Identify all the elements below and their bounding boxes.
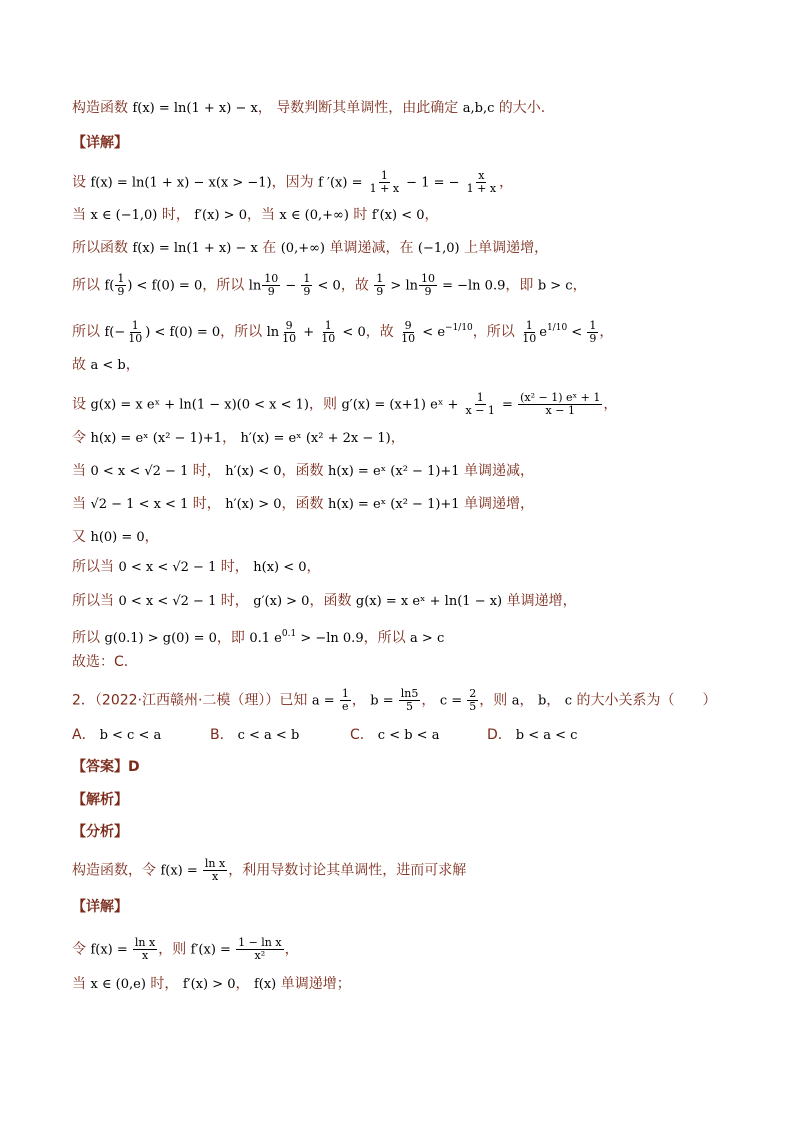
fraction-numerator: 1 xyxy=(380,169,388,182)
text-run: 令 xyxy=(72,430,91,446)
fraction-numerator: ln x xyxy=(134,936,156,949)
text-run: 单调递增， xyxy=(459,496,535,512)
text-run: ， xyxy=(421,692,440,709)
math-expression: (0,+∞) xyxy=(280,241,326,256)
text-run: ， xyxy=(599,324,614,340)
text-line xyxy=(72,273,732,298)
math-superscript: −1/10 xyxy=(445,323,473,333)
math-expression: a < b xyxy=(90,358,126,373)
math-expression: = xyxy=(497,397,518,413)
choice-option xyxy=(72,725,161,746)
math-expression: f′(x) > 0 xyxy=(182,977,236,992)
math-fraction xyxy=(368,170,401,195)
fraction-denominator: 10 xyxy=(321,331,336,345)
text-run: 【详解】 xyxy=(72,135,128,151)
math-expression: h(x) = eˣ (x² − 1)+1 xyxy=(327,464,460,479)
fraction-denominator: 10 xyxy=(128,331,143,345)
text-run: ，因为 xyxy=(271,174,319,191)
math-expression: 0 < x < √2 − 1 xyxy=(118,560,217,575)
math-expression: h(x) = eˣ (x² − 1)+1 xyxy=(327,497,460,512)
math-expression: f ′(x) = xyxy=(318,175,367,191)
math-expression: g′(x) = (x+1) eˣ + xyxy=(341,397,463,413)
choice-option xyxy=(487,725,577,746)
fraction-numerator: (x² − 1) eˣ + 1 xyxy=(520,391,601,404)
text-line xyxy=(72,170,732,195)
math-expression: h(x) < 0 xyxy=(253,560,307,575)
text-run: ，则 xyxy=(309,396,342,413)
math-expression: f(x) = ln(1 + x) − x(x > −1) xyxy=(90,175,272,191)
math-expression: x ∈ (0,+∞) xyxy=(279,208,349,223)
math-expression: g′(x) > 0 xyxy=(253,594,310,609)
math-expression: h′(x) < 0 xyxy=(225,464,282,479)
fraction-numerator: 1 xyxy=(525,318,533,332)
fraction-denominator: 1 + x xyxy=(466,182,497,195)
fraction-denominator: 9 xyxy=(376,285,384,298)
math-expression: 0 < x < √2 − 1 xyxy=(90,464,189,479)
math-expression: a = xyxy=(311,693,339,709)
text-run: ，所以 xyxy=(363,630,411,646)
text-run: ，即 xyxy=(505,277,538,294)
text-run: ， xyxy=(351,692,371,709)
text-run: ，函数 xyxy=(281,496,328,512)
text-run: ， xyxy=(306,559,321,575)
fraction-numerator: x xyxy=(478,169,485,182)
fraction-denominator: 9 xyxy=(117,285,125,298)
text-line xyxy=(72,494,732,515)
text-line xyxy=(72,790,732,810)
math-expression: √2 − 1 < x < 1 xyxy=(90,497,189,512)
text-line xyxy=(72,757,732,777)
text-run: 令 xyxy=(72,941,91,958)
math-expression: h′(x) = eˣ (x² + 2x − 1) xyxy=(240,431,391,446)
text-run: 单调递增； xyxy=(276,976,351,992)
math-expression: 0 < x < √2 − 1 xyxy=(118,594,217,609)
text-line xyxy=(72,591,732,612)
math-expression: b > c xyxy=(537,278,573,294)
text-run: ，则 xyxy=(158,941,191,958)
text-line xyxy=(72,428,732,449)
math-expression: > ln xyxy=(386,278,418,294)
math-expression: ln xyxy=(248,278,262,294)
math-expression: a > c xyxy=(410,631,445,646)
math-expression: g(x) = x eˣ + ln(1 − x) xyxy=(355,594,503,609)
text-run: 【解析】 xyxy=(72,792,128,808)
text-run: 故 xyxy=(72,357,91,373)
text-run: ，故 xyxy=(340,277,374,294)
text-run: 时， xyxy=(145,976,183,992)
choice-label: D． xyxy=(487,727,512,743)
fraction-denominator: 1 + x xyxy=(369,182,400,195)
fraction-denominator: 10 xyxy=(401,331,416,345)
math-fraction xyxy=(203,858,227,883)
text-run: 单调递增， xyxy=(502,593,577,609)
fraction-denominator: x² xyxy=(254,949,266,962)
fraction-denominator: 9 xyxy=(589,331,597,345)
text-line xyxy=(72,318,732,345)
math-fraction xyxy=(280,320,298,345)
math-expression: f(− xyxy=(104,325,126,340)
text-run: 时， xyxy=(157,207,195,223)
fraction-numerator: 1 xyxy=(376,272,384,285)
text-run: ， xyxy=(390,430,405,446)
math-expression: b xyxy=(537,693,547,709)
text-run: ，所以 xyxy=(472,324,520,340)
math-expression: b = xyxy=(370,693,398,709)
text-line xyxy=(72,205,732,226)
fraction-numerator: 1 xyxy=(589,318,597,332)
text-run: 的大小关系为（ ） xyxy=(572,692,717,709)
text-run: 当 xyxy=(72,496,91,512)
math-expression: f( xyxy=(104,278,115,294)
text-line xyxy=(72,897,732,917)
text-run: 构造函数，令 xyxy=(72,862,161,879)
math-expression: f(x) = xyxy=(160,863,202,879)
choice-label: A． xyxy=(72,727,96,743)
math-fraction xyxy=(319,320,337,345)
math-expression: + xyxy=(299,325,319,340)
math-expression: − xyxy=(281,278,301,294)
text-run: 2．（2022·江西赣州·二模（理））已知 xyxy=(72,692,312,709)
fraction-numerator: 1 xyxy=(303,272,311,285)
text-run: ，当 xyxy=(246,207,280,223)
text-line xyxy=(72,557,732,578)
math-expression: f(x) xyxy=(253,977,277,992)
choice-expression: c < b < a xyxy=(377,728,440,743)
fraction-denominator: 9 xyxy=(267,285,275,298)
text-run: ，利用导数讨论其单调性，进而可求解 xyxy=(228,862,467,879)
fraction-numerator: 1 xyxy=(117,272,125,285)
math-expression: > −ln 0.9 xyxy=(296,631,364,646)
text-run: ， xyxy=(499,174,514,191)
math-expression: h(x) = eˣ (x² − 1)+1 xyxy=(90,431,223,446)
fraction-denominator: 9 xyxy=(424,285,432,298)
math-expression: a xyxy=(511,693,520,709)
math-expression: f(x) = xyxy=(90,942,132,958)
text-run: ，故 xyxy=(365,324,399,340)
math-expression: c = xyxy=(439,693,467,709)
math-superscript: 1/10 xyxy=(546,323,568,333)
text-run: 所以当 xyxy=(72,593,119,609)
text-run: 时， xyxy=(216,593,254,609)
text-run: 时， xyxy=(188,496,226,512)
math-expression: (−1,0) xyxy=(417,241,460,256)
math-expression: f(x) = ln(1 + x) − x xyxy=(132,241,258,256)
fraction-numerator: 2 xyxy=(469,687,477,700)
text-run: 又 xyxy=(72,529,91,545)
math-superscript: 0.1 xyxy=(281,629,297,639)
text-run: ， xyxy=(424,207,439,223)
text-run: 【答案】D xyxy=(72,759,140,775)
text-run: 【分析】 xyxy=(72,824,128,840)
math-expression: g(0.1) > g(0) = 0 xyxy=(104,631,217,646)
text-run: 单调递减，在 xyxy=(325,240,418,256)
text-run: ， xyxy=(546,692,565,709)
text-run: 当 xyxy=(72,207,91,223)
fraction-denominator: 10 xyxy=(282,331,297,345)
math-fraction xyxy=(262,273,280,298)
text-line xyxy=(72,858,732,883)
choice-expression: b < a < c xyxy=(515,728,578,743)
text-run: 单调递减， xyxy=(459,463,535,479)
math-expression: x ∈ (0,e) xyxy=(90,977,146,992)
text-line xyxy=(72,652,732,672)
text-line xyxy=(72,461,732,482)
math-expression: < e xyxy=(418,325,446,340)
fraction-denominator: x − 1 xyxy=(545,404,575,417)
math-fraction xyxy=(419,273,437,298)
math-expression: f′(x) < 0 xyxy=(371,208,425,223)
fraction-numerator: ln5 xyxy=(400,687,419,700)
math-expression: < 0 xyxy=(338,325,366,340)
text-run: 设 xyxy=(72,174,91,191)
math-fraction xyxy=(399,320,417,345)
math-expression: h′(x) > 0 xyxy=(225,497,282,512)
fraction-denominator: x − 1 xyxy=(465,404,495,417)
math-expression: x ∈ (−1,0) xyxy=(90,208,158,223)
math-fraction xyxy=(115,273,126,298)
text-line xyxy=(72,688,732,713)
math-expression: f′(x) = xyxy=(190,942,236,958)
text-run: ， xyxy=(519,692,538,709)
choice-expression: c < a < b xyxy=(237,728,300,743)
text-run: ，即 xyxy=(216,630,250,646)
math-expression: g(x) = x eˣ + ln(1 − x)(0 < x < 1) xyxy=(90,397,309,413)
text-run: ，函数 xyxy=(281,463,328,479)
text-line xyxy=(72,238,732,259)
math-fraction xyxy=(587,320,598,345)
text-line xyxy=(72,624,732,649)
math-fraction xyxy=(465,170,498,195)
fraction-denominator: 5 xyxy=(469,700,477,713)
text-run: ， xyxy=(603,396,618,413)
math-fraction xyxy=(236,937,284,962)
fraction-numerator: 1 − ln x xyxy=(238,936,282,949)
fraction-denominator: 9 xyxy=(303,285,311,298)
text-run: ， xyxy=(125,357,140,373)
text-run: 故选：C. xyxy=(72,654,129,670)
math-expression: − 1 = − xyxy=(402,175,464,191)
choice-option xyxy=(210,725,299,746)
text-line xyxy=(72,822,732,842)
text-run: 上单调递增， xyxy=(459,240,549,256)
choice-option xyxy=(350,725,439,746)
text-run: 时 xyxy=(348,207,372,223)
math-fraction xyxy=(467,688,478,713)
text-run: 所以 xyxy=(72,277,105,294)
fraction-numerator: ln x xyxy=(204,857,226,870)
text-line xyxy=(72,392,732,417)
text-run: 的大小. xyxy=(494,100,546,116)
math-expression: ln xyxy=(266,325,280,340)
text-line xyxy=(72,98,732,119)
choice-expression: b < c < a xyxy=(99,728,162,743)
fraction-numerator: 9 xyxy=(285,318,293,332)
math-expression: = −ln 0.9 xyxy=(437,278,506,294)
math-fraction xyxy=(399,688,421,713)
fraction-denominator: 5 xyxy=(406,700,414,713)
text-line xyxy=(72,133,732,153)
text-run: 所以函数 xyxy=(72,240,133,256)
text-run: ， xyxy=(235,976,254,992)
fraction-numerator: 10 xyxy=(420,272,435,285)
math-expression: ) < f(0) = 0 xyxy=(145,325,221,340)
math-expression: ) < f(0) = 0 xyxy=(127,278,203,294)
text-run: 当 xyxy=(72,463,91,479)
math-fraction xyxy=(374,273,385,298)
fraction-numerator: 10 xyxy=(264,272,279,285)
math-expression: a,b,c xyxy=(462,101,495,116)
text-run: 所以 xyxy=(72,324,105,340)
text-run: ， xyxy=(222,430,241,446)
fraction-denominator: x xyxy=(141,949,149,962)
text-line xyxy=(72,937,732,962)
text-run: 构造函数 xyxy=(72,100,133,116)
math-expression: e xyxy=(539,325,547,340)
text-run: ， xyxy=(284,941,299,958)
math-expression: c xyxy=(564,693,572,709)
fraction-numerator: 1 xyxy=(476,391,484,404)
choice-label: B． xyxy=(210,727,234,743)
choice-label: C． xyxy=(350,727,374,743)
text-run: 【详解】 xyxy=(72,899,128,915)
text-run: 所以 xyxy=(72,630,105,646)
math-fraction xyxy=(518,392,602,417)
text-run: ， 导数判断其单调性，由此确定 xyxy=(257,100,463,116)
math-fraction xyxy=(340,688,351,713)
fraction-numerator: 1 xyxy=(324,318,332,332)
text-run: ，所以 xyxy=(202,277,249,294)
text-run: ， xyxy=(572,277,587,294)
math-expression: h(0) = 0 xyxy=(90,530,145,545)
text-run: 时， xyxy=(188,463,226,479)
text-run: ，则 xyxy=(479,692,512,709)
math-fraction xyxy=(301,273,312,298)
math-fraction xyxy=(464,392,497,417)
fraction-numerator: 1 xyxy=(131,318,139,332)
math-expression: f′(x) > 0 xyxy=(194,208,247,223)
fraction-denominator: 10 xyxy=(522,331,537,345)
math-expression: < 0 xyxy=(313,278,341,294)
fraction-numerator: 9 xyxy=(404,318,412,332)
fraction-denominator: e xyxy=(342,700,349,713)
math-expression: < xyxy=(567,325,587,340)
text-line xyxy=(72,974,732,995)
math-fraction xyxy=(133,937,157,962)
text-line xyxy=(72,355,732,376)
fraction-denominator: x xyxy=(211,870,219,883)
math-expression: 0.1 e xyxy=(249,631,282,646)
fraction-numerator: 1 xyxy=(341,687,349,700)
text-run: ，函数 xyxy=(309,593,356,609)
text-run: ，所以 xyxy=(220,324,267,340)
math-fraction xyxy=(126,320,144,345)
math-fraction xyxy=(520,320,538,345)
math-expression: f(x) = ln(1 + x) − x xyxy=(132,101,258,116)
text-run: 当 xyxy=(72,976,91,992)
text-run: 时， xyxy=(216,559,254,575)
text-run: 在 xyxy=(257,240,281,256)
text-line xyxy=(72,527,732,548)
text-run: ， xyxy=(144,529,159,545)
text-run: 所以当 xyxy=(72,559,119,575)
text-run: 设 xyxy=(72,396,91,413)
